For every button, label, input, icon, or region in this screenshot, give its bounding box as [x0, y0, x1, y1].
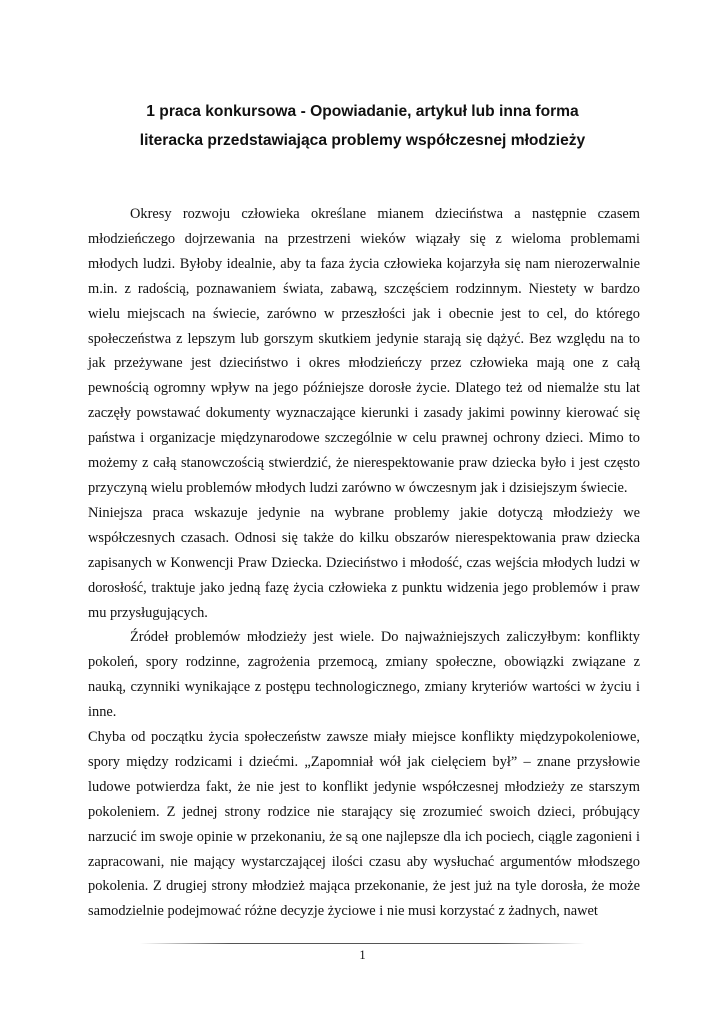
document-title — [40, 97, 685, 155]
title-line: literacka przedstawiająca problemy współczesnej młodzieży — [139, 132, 586, 149]
body-paragraph: Źródeł problemów młodzieży jest wiele. Do najważniejszych zaliczyłbym: konflikty pokoleń, spory rodzinne, zagrożenia przemocą, zmiany społeczne, obowiązki związane z nauką, czynniki wynikające z postępu technologicznego, zmiany kryteriów wartości w życiu i inne. — [88, 629, 640, 721]
footer-divider — [140, 943, 585, 944]
body-paragraph: Okresy rozwoju człowieka określane mianem dzieciństwa a następnie czasem młodzieńczego dojrzewania na przestrzeni wieków wiązały się z wieloma problemami młodych ludzi. Byłoby idealnie, aby ta faza życia człowieka kojarzyła się nam nierozerwalnie m.in. z radością, poznawaniem świata, zabawą, szczęściem rodzinnym. Niestety w bardzo wielu miejscach na świecie, zarówno w przeszłości jak i obecnie jest to cel, do którego społeczeństwa z lepszym lub gorszym skutkiem jedynie starają się dążyć. Bez względu na to jak przeżywane jest dzieciństwo i okres młodzieńczy przez człowieka mają one z całą pewnością ogromny wpływ na jego późniejsze dorosłe życie. Dlatego też od niemalże stu lat zaczęły powstawać dokumenty wyznaczające kierunki i zasady jakimi powinny kierować się państwa i organizacje międzynarodowe szczególnie w celu prawnej ochrony dzieci. Mimo to możemy z całą stanowczością stwierdzić, że nierespektowanie praw dziecka było i jest często przyczyną wielu problemów młodych ludzi zarówno w ówczesnym jak i dzisiejszym świecie. — [88, 206, 640, 496]
body-paragraph: Chyba od początku życia społeczeństw zawsze miały miejsce konflikty międzypokoleniowe, spory między rodzicami i dziećmi. „Zapomniał wół jak cielęciem był” – znane przysłowie ludowe potwierdza fakt, że nie jest to konflikt jedynie współczesnej młodzieży ze starszym pokoleniem. Z jednej strony rodzice nie starający się zrozumieć swoich dzieci, próbujący narzucić im swoje opinie w przekonaniu, że są one najlepsze dla ich pociech, ciągle zagonieni i zapracowani, nie mający wystarczającej ilości czasu aby wysłuchać argumentów młodszego pokolenia. Z drugiej strony młodzież mająca przekonanie, że jest już na tyle dorosła, że może samodzielnie podejmować różne decyzje życiowe i nie musi korzystać z żadnych, nawet — [88, 729, 640, 920]
page-number: 1 — [359, 948, 366, 962]
body-paragraph: Niniejsza praca wskazuje jedynie na wybrane problemy jakie dotyczą młodzieży we współczesnych czasach. Odnosi się także do kilku obszarów nierespektowania praw dziecka zapisanych w Konwencji Praw Dziecka. Dzieciństwo i młodość, czas wejścia młodych ludzi w dorosłość, traktuje jako jedną fazę życia człowieka z punktu widzenia jego problemów i praw mu przysługujących. — [88, 504, 640, 621]
document-body — [88, 202, 640, 924]
title-line: 1 praca konkursowa - Opowiadanie, artykuł lub inna forma — [146, 103, 579, 120]
